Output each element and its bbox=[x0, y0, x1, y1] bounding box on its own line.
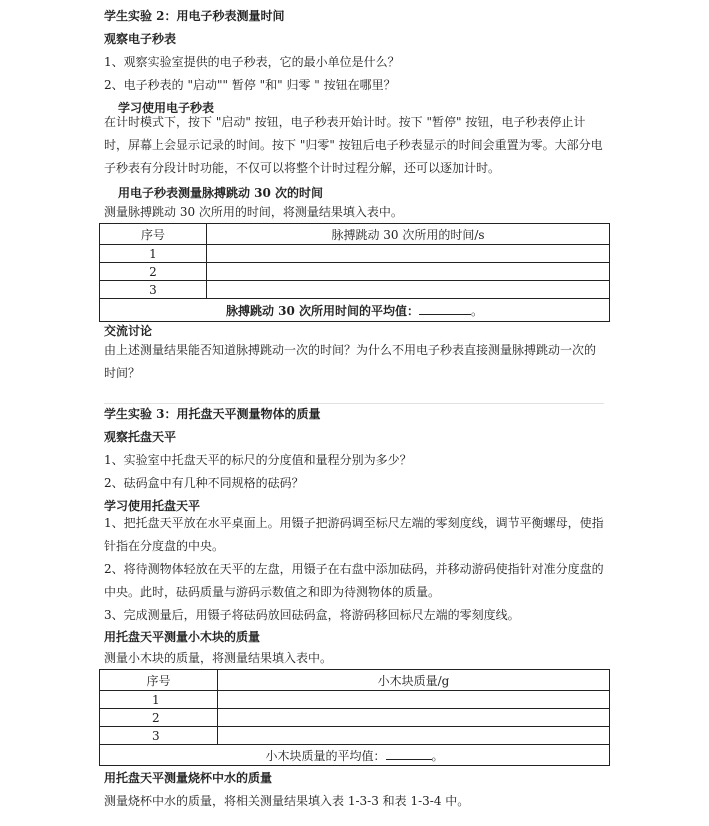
column-header-index: 序号 bbox=[100, 224, 207, 245]
row-index-cell: 3 bbox=[100, 727, 218, 745]
row-index-cell: 2 bbox=[100, 263, 207, 281]
water-instruction: 测量烧杯中水的质量，将相关测量结果填入表 1-3-3 和表 1-3-4 中。 bbox=[104, 794, 470, 808]
column-header-index: 序号 bbox=[100, 670, 218, 691]
row-index-cell: 1 bbox=[100, 245, 207, 263]
exp3-step-2: 2、将待测物体轻放在天平的左盘，用镊子在右盘中添加砝码，并移动游码使指针对准分度盘的中央。此时，砝码质量与游码示数值之和即为待测物体的质量。 bbox=[104, 562, 604, 599]
row-index-cell: 3 bbox=[100, 281, 207, 299]
exp2-measure-instruction: 测量脉搏跳动 30 次所用的时间，将测量结果填入表中。 bbox=[104, 205, 403, 219]
table-header-row bbox=[100, 670, 610, 691]
exp3-step-3: 3、完成测量后，用镊子将砝码放回砝码盒，将游码移回标尺左端的零刻度线。 bbox=[104, 608, 520, 622]
exp2-observe-heading: 观察电子秒表 bbox=[104, 32, 177, 46]
section-divider bbox=[104, 403, 604, 404]
exp3-question-1: 1、实验室中托盘天平的标尺的分度值和量程分别为多少？ bbox=[104, 453, 412, 467]
exp2-question-2: 2、电子秒表的 "启动"" 暂停 "和" 归零 " 按钮在哪里？ bbox=[104, 78, 396, 92]
exp2-title: 学生实验 2：用电子秒表测量时间 bbox=[104, 9, 285, 23]
table-row bbox=[100, 281, 610, 299]
average-cell bbox=[100, 299, 610, 322]
pulse-time-table bbox=[99, 223, 610, 322]
table-average-row bbox=[100, 299, 610, 322]
exp2-question-1: 1、观察实验室提供的电子秒表，它的最小单位是什么？ bbox=[104, 55, 400, 69]
wood-heading: 用托盘天平测量小木块的质量 bbox=[104, 630, 261, 644]
wood-instruction: 测量小木块的质量，将测量结果填入表中。 bbox=[104, 651, 333, 665]
exp3-step-1: 1、把托盘天平放在水平桌面上。用镊子把游码调至标尺左端的零刻度线，调节平衡螺母，使指针指在分度盘的中央。 bbox=[104, 516, 604, 553]
exp3-title: 学生实验 3：用托盘天平测量物体的质量 bbox=[104, 407, 321, 421]
water-heading: 用托盘天平测量烧杯中水的质量 bbox=[104, 771, 273, 785]
exp3-learn-heading: 学习使用托盘天平 bbox=[104, 499, 201, 513]
average-label: 脉搏跳动 30 次所用时间的平均值： bbox=[225, 303, 420, 318]
column-header-time: 脉搏跳动 30 次所用的时间/s bbox=[207, 224, 610, 245]
average-blank[interactable] bbox=[386, 749, 432, 760]
input-cell[interactable] bbox=[218, 691, 610, 709]
discussion-text: 由上述测量结果能否知道脉搏跳动一次的时间？为什么不用电子秒表直接测量脉搏跳动一次的时间？ bbox=[104, 343, 597, 380]
wood-mass-table bbox=[99, 669, 610, 766]
table-row bbox=[100, 709, 610, 727]
table-header-row bbox=[100, 224, 610, 245]
input-cell[interactable] bbox=[207, 263, 610, 281]
row-index-cell: 2 bbox=[100, 709, 218, 727]
input-cell[interactable] bbox=[207, 245, 610, 263]
input-cell[interactable] bbox=[207, 281, 610, 299]
average-blank[interactable] bbox=[419, 304, 471, 315]
table-row bbox=[100, 245, 610, 263]
average-end: 。 bbox=[431, 748, 444, 763]
input-cell[interactable] bbox=[218, 727, 610, 745]
table-row bbox=[100, 691, 610, 709]
average-cell bbox=[100, 745, 610, 766]
column-header-mass: 小木块质量/g bbox=[218, 670, 610, 691]
table-average-row bbox=[100, 745, 610, 766]
exp3-question-2: 2、砝码盒中有几种不同规格的砝码？ bbox=[104, 476, 304, 490]
average-label: 小木块质量的平均值： bbox=[265, 748, 386, 763]
exp2-measure-heading: 用电子秒表测量脉搏跳动 30 次的时间 bbox=[118, 186, 324, 200]
exp3-observe-heading: 观察托盘天平 bbox=[104, 430, 177, 444]
input-cell[interactable] bbox=[218, 709, 610, 727]
discussion-heading: 交流讨论 bbox=[104, 324, 153, 338]
exp2-learn-heading: 学习使用电子秒表 bbox=[118, 101, 215, 115]
average-end: 。 bbox=[471, 303, 484, 318]
table-row bbox=[100, 727, 610, 745]
exp2-learn-text: 在计时模式下，按下 "启动" 按钮，电子秒表开始计时。按下 "暂停" 按钮，电子秒表停止计时，屏幕上会显示记录的时间。按下 "归零" 按钮后电子秒表显示的时间会重置为零。大部分电子秒表有分段计时功能，不仅可以将整个计时过程分解，还可以逐加计时。 bbox=[104, 115, 603, 175]
row-index-cell: 1 bbox=[100, 691, 218, 709]
table-row bbox=[100, 263, 610, 281]
